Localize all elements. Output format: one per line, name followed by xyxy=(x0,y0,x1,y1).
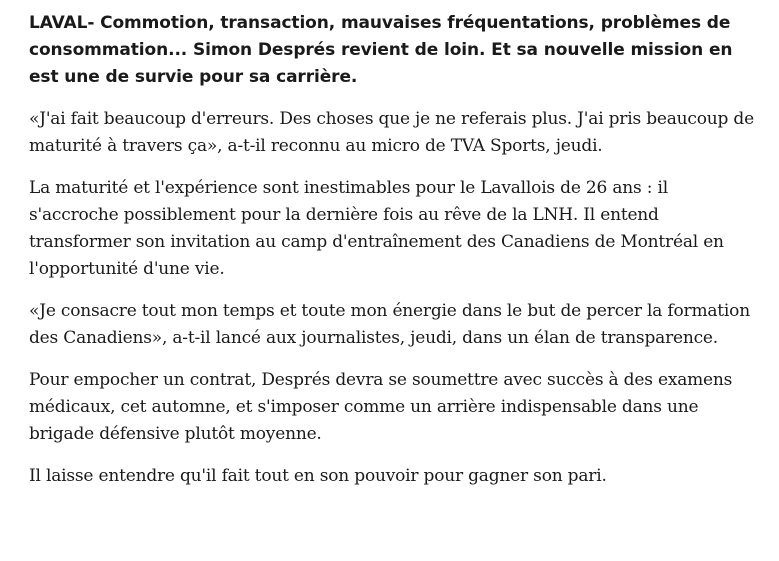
article-lead: LAVAL- Commotion, transaction, mauvaises fréquentations, problèmes de consommation... Simon Després revient de loin. Et sa nouvelle mission en est une de survie pour sa carrière. xyxy=(29,13,733,87)
article-paragraph: Il laisse entendre qu'il fait tout en son pouvoir pour gagner son pari. xyxy=(29,466,607,486)
article-paragraph: «J'ai fait beaucoup d'erreurs. Des choses que je ne referais plus. J'ai pris beaucoup de maturité à travers ça», a-t-il reconnu au micro de TVA Sports, jeudi. xyxy=(29,109,754,156)
article-paragraph: La maturité et l'expérience sont inestimables pour le Lavallois de 26 ans : il s'accroche possiblement pour la dernière fois au rêve de la LNH. Il entend transformer son invitation au camp d'entraînement des Canadiens de Montréal en l'opportunité d'une vie. xyxy=(29,178,724,279)
article-paragraph: «Je consacre tout mon temps et toute mon énergie dans le but de percer la formation des Canadiens», a-t-il lancé aux journalistes, jeudi, dans un élan de transparence. xyxy=(29,301,750,348)
article-paragraph: Pour empocher un contrat, Després devra se soumettre avec succès à des examens médicaux, cet automne, et s'imposer comme un arrière indispensable dans une brigade défensive plutôt moyenne. xyxy=(29,370,733,444)
